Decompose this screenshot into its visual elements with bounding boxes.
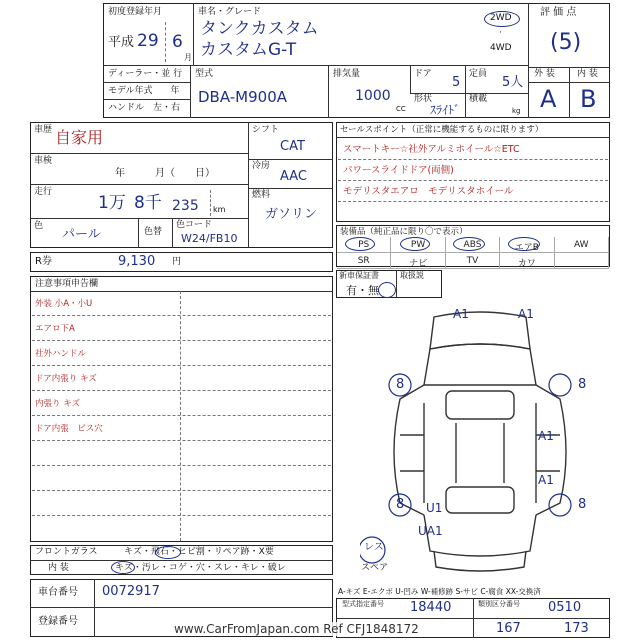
handle-label: ハンドル 左・右 xyxy=(108,103,181,113)
color-code-label: 色コード xyxy=(176,220,213,230)
displacement-label: 排気量 xyxy=(333,69,361,79)
shift-label: シフト xyxy=(252,125,280,135)
mark-front-right: A1 xyxy=(518,307,534,321)
equip-airbag-circle xyxy=(508,237,540,251)
selling-points-title: セールスポイント（正常に機能するものに限ります） xyxy=(340,125,544,135)
warranty-label: 新車保証書 xyxy=(339,271,379,280)
recycle-label: R券 xyxy=(35,256,52,267)
glass-label: フロントガラス xyxy=(35,547,98,557)
class-number-label: 類別区分番号 xyxy=(478,600,520,608)
mark-tire-rl: 8 xyxy=(396,497,405,512)
note-4: ドア内張り キズ xyxy=(35,374,97,384)
mark-rear-u1: U1 xyxy=(426,501,443,515)
loading-unit: kg xyxy=(512,107,521,115)
mark-front-left: A1 xyxy=(453,307,469,321)
equip-ps: PS xyxy=(337,237,391,253)
shape-value: ｽﾗｲﾄﾞ xyxy=(430,103,461,117)
selling-point-2: パワースライドドア(両側) xyxy=(343,165,454,176)
mark-tire-fr: 8 xyxy=(578,377,587,392)
color-value: パール xyxy=(62,227,101,242)
inspection-label: 車検 xyxy=(34,156,53,166)
vehicle-number-value: 0072917 xyxy=(102,584,160,599)
rating-value: (5) xyxy=(550,30,582,55)
first-reg-label: 初度登録年月 xyxy=(108,7,163,17)
recycle-frame xyxy=(30,252,333,272)
color-label: 色 xyxy=(34,221,44,231)
mark-side-2: A1 xyxy=(538,473,554,487)
vehicle-number-label: 車台番号 xyxy=(38,587,78,598)
color-code-value: W24/FB10 xyxy=(181,232,238,245)
spare-label: スペア xyxy=(361,563,389,573)
shift-value: CAT xyxy=(280,139,305,154)
width-value: 173 xyxy=(564,621,589,636)
dealer-label: ディーラー・並 行 xyxy=(108,69,183,79)
displacement-value: 1000 xyxy=(355,88,391,104)
door-value: 5 xyxy=(452,75,461,90)
reg-era: 平成 xyxy=(108,35,135,50)
interior-grade: B xyxy=(580,85,597,113)
warranty-none-circle xyxy=(378,282,396,298)
drive-sep: · xyxy=(499,28,502,38)
interior-detail-label: 内 装 xyxy=(48,563,69,573)
color-change-label: 色替 xyxy=(144,227,163,237)
door-label: ドア xyxy=(414,69,432,79)
registration-label: 登録番号 xyxy=(38,616,78,627)
reg-month-unit: 月 xyxy=(184,53,192,62)
exterior-grade: A xyxy=(540,85,557,113)
class-number-value: 0510 xyxy=(548,600,582,615)
capacity-value: 5人 xyxy=(502,75,524,90)
aircon-label: 冷房 xyxy=(252,161,271,171)
car-grade: カスタムG-T xyxy=(200,40,297,60)
equip-navi: ナビ xyxy=(391,253,445,269)
rating-label: 評 価 点 xyxy=(540,7,577,18)
selling-point-1: スマートキー☆社外アルミホイール☆ETC xyxy=(343,144,520,155)
mark-side-1: A1 xyxy=(538,429,554,443)
equipment-title: 装備品（純正品に限り〇で表示） xyxy=(340,227,468,237)
reg-year: 29 xyxy=(137,31,159,51)
name-grade-label: 車名・グレード xyxy=(198,7,262,17)
type-number-value: 18440 xyxy=(410,600,452,615)
recycle-unit: 円 xyxy=(172,257,182,267)
model-type-label: 型式 xyxy=(195,69,214,79)
interior-detail-value: キズ・汚レ・コゲ・穴・スレ・キレ・破レ xyxy=(115,563,286,573)
equip-abs-circle xyxy=(453,237,485,251)
car-name: タンクカスタム xyxy=(200,19,319,39)
note-3: 社外ハンドル xyxy=(35,349,87,359)
length-value: 167 xyxy=(496,621,521,636)
manual-label: 取扱説 xyxy=(400,271,424,280)
mark-rear-ua1: UA1 xyxy=(418,524,443,538)
type-number-label: 型式指定番号 xyxy=(342,600,384,608)
equip-sr: SR xyxy=(337,253,391,269)
loading-label: 積載 xyxy=(469,94,488,104)
use-label: 車歴 xyxy=(34,125,53,135)
interior-scratch-circle xyxy=(111,561,135,574)
equip-blank xyxy=(555,253,609,269)
drive-2wd: 2WD xyxy=(490,13,512,23)
mark-tire-fl: 8 xyxy=(396,377,405,392)
mark-tire-rr: 8 xyxy=(578,497,587,512)
notes-title: 注意事項申告欄 xyxy=(35,279,99,289)
note-6: ドア内張 ビス穴 xyxy=(35,424,103,434)
exterior-label: 外 装 xyxy=(534,69,555,79)
use-value: 自家用 xyxy=(55,128,104,147)
mileage-rest: 235 xyxy=(172,198,199,214)
mileage-man: 1万 xyxy=(98,193,126,213)
equip-pw-circle xyxy=(400,237,430,251)
equip-leather: カワ xyxy=(500,253,554,269)
equip-tv: TV xyxy=(446,253,500,269)
note-2: エアロ下A xyxy=(35,324,75,334)
drive-4wd: 4WD xyxy=(490,43,512,53)
mileage-unit: km xyxy=(213,205,226,214)
reg-month: 6 xyxy=(172,32,183,52)
equip-aw: AW xyxy=(555,237,609,253)
displacement-unit: CC xyxy=(396,105,406,113)
note-1: 外装 小A・小U xyxy=(35,299,93,309)
model-type: DBA-M900A xyxy=(198,88,288,106)
note-5: 内張り キズ xyxy=(35,399,81,409)
car-diagram xyxy=(360,303,600,583)
glass-value: キズ・飛石・ヒビ割・リペア跡・X要 xyxy=(124,547,274,557)
fuel-value: ガソリン xyxy=(265,207,318,222)
inspection-value: 年 月（ 日） xyxy=(115,168,215,179)
mileage-sen: 8千 xyxy=(134,193,162,213)
equip-pw: PW xyxy=(391,237,445,253)
spare-mark: レス xyxy=(364,542,384,553)
selling-point-3: モデリスタエアロ モデリスタホイール xyxy=(343,186,514,197)
recycle-amount: 9,130 xyxy=(118,254,156,269)
warranty-options: 有・無 xyxy=(346,284,379,297)
damage-legend: A-キズ E-エクボ U-凹み W-補修跡 S-サビ C-腐食 XX-交換済 xyxy=(338,587,541,596)
equip-ps-circle xyxy=(345,237,375,251)
model-year-label: モデル年式 年 xyxy=(108,86,180,96)
equip-airbag: エアB xyxy=(500,237,554,253)
aircon-value: AAC xyxy=(280,169,307,184)
interior-label: 内 装 xyxy=(577,69,598,79)
capacity-label: 定員 xyxy=(469,69,488,79)
mileage-label: 走行 xyxy=(34,187,53,197)
shape-label: 形状 xyxy=(414,94,433,104)
glass-chip-circle xyxy=(155,546,181,559)
equip-abs: ABS xyxy=(446,237,500,253)
watermark: www.CarFromJapan.com Ref CFJ1848172 xyxy=(174,622,419,636)
fuel-label: 燃料 xyxy=(252,190,271,200)
